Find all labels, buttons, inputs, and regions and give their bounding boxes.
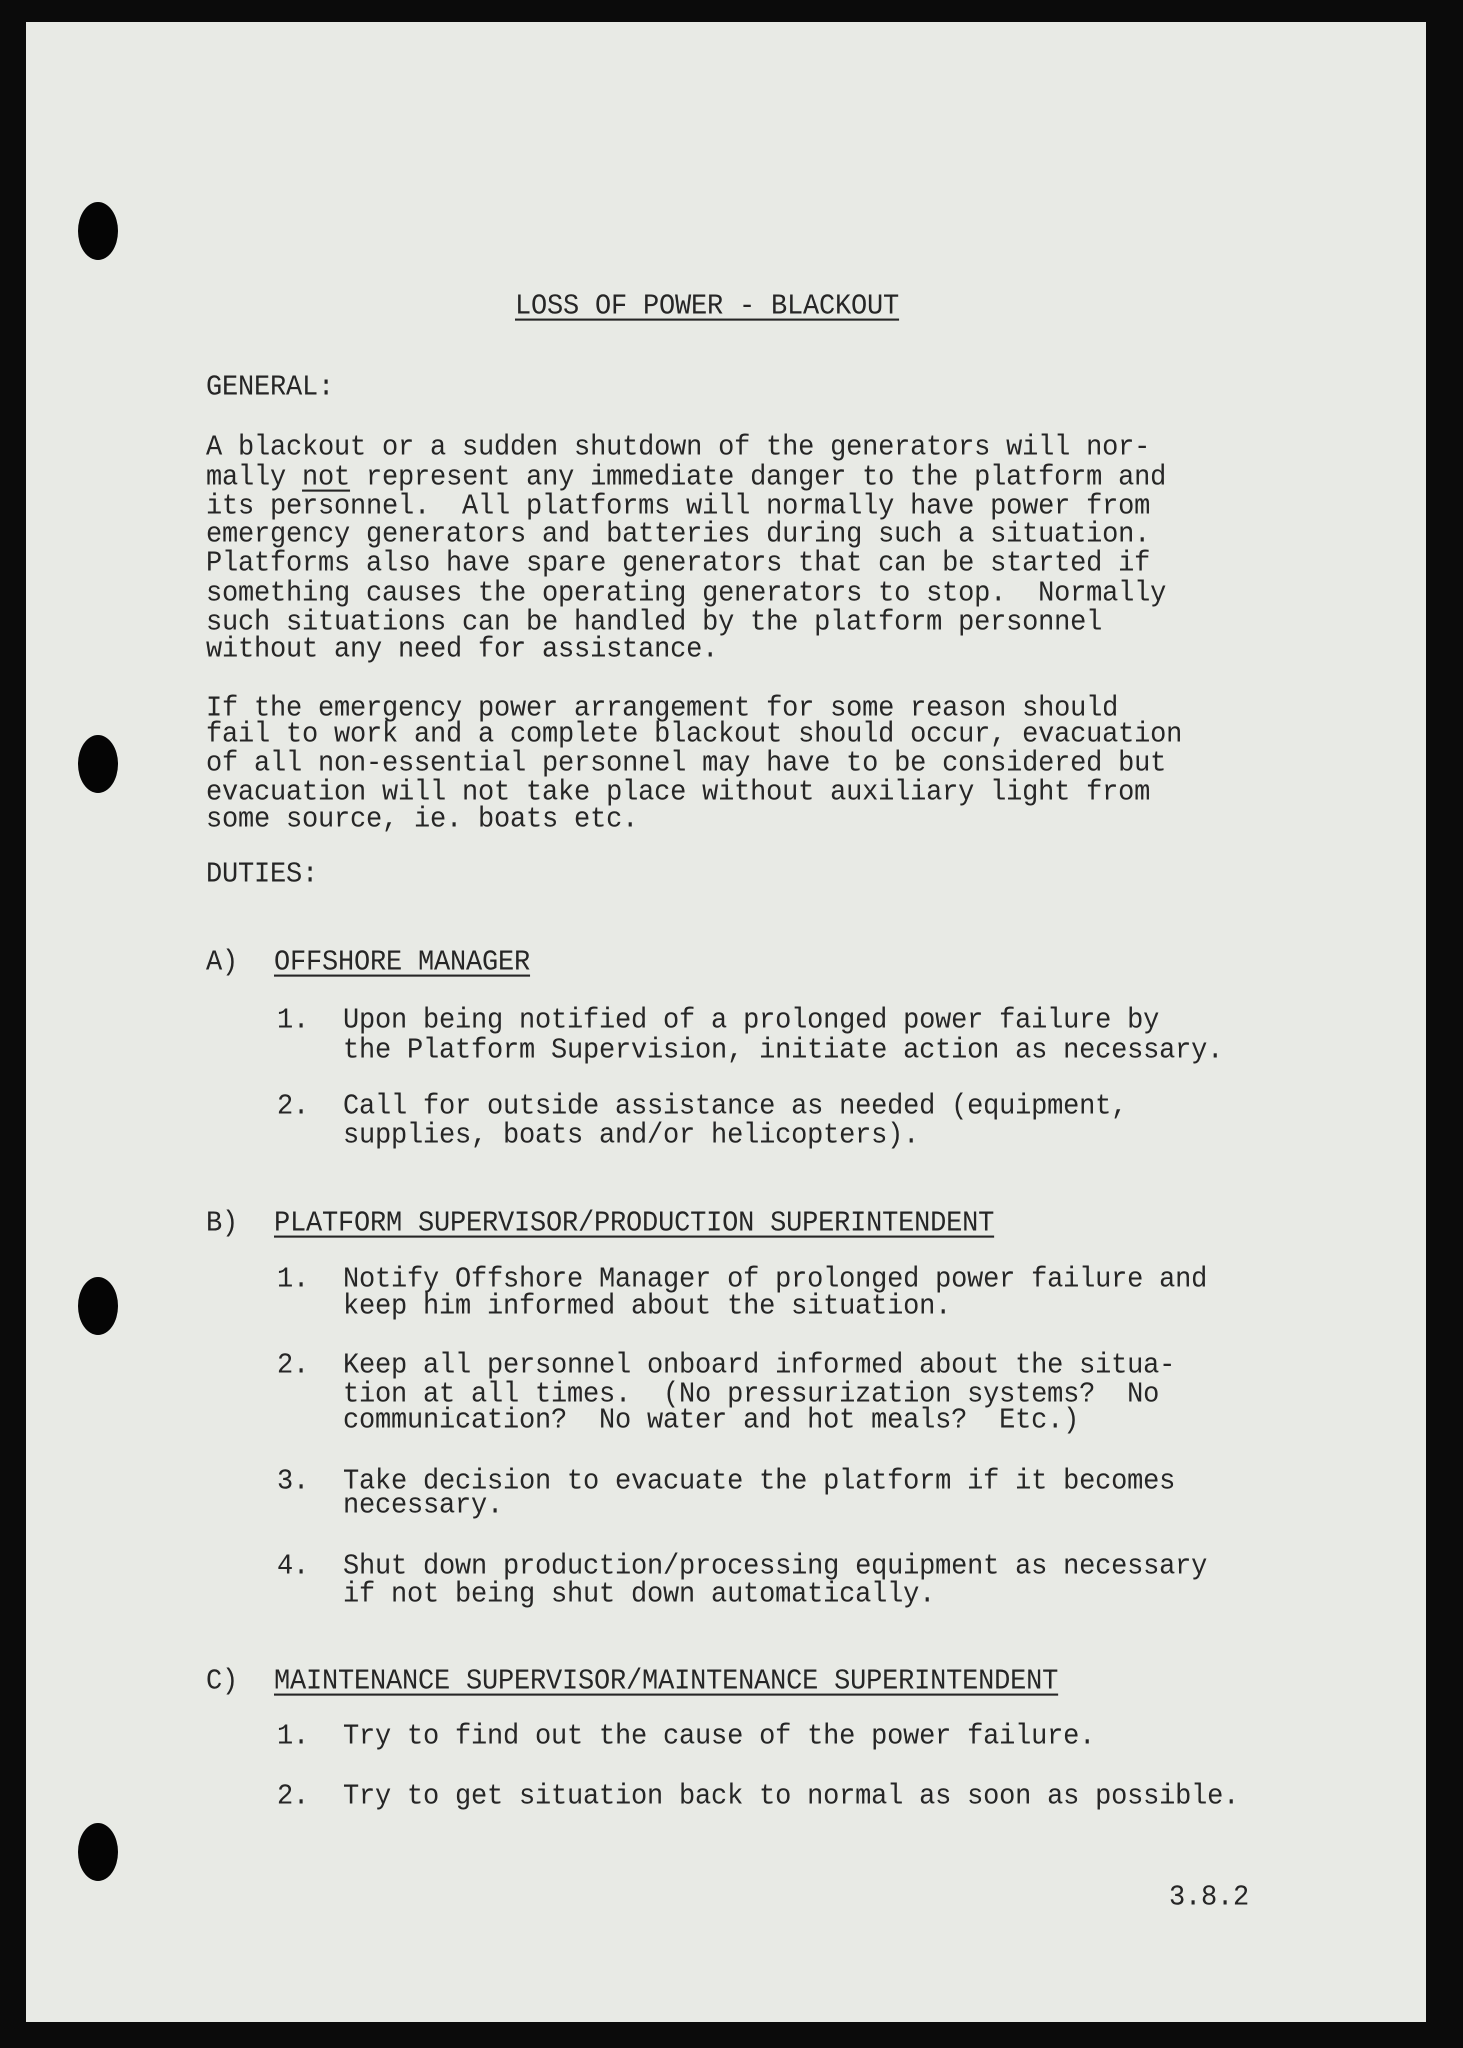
paragraph-line: evacuation will not take place without auxiliary light from [206,777,1151,809]
paragraph-line: without any need for assistance. [206,634,719,666]
paragraph-line: emergency generators and batteries during such a situation. [206,519,1151,551]
paragraph-line [206,462,1166,494]
duties-heading: DUTIES: [206,859,319,891]
item-line: necessary. [343,1490,504,1522]
section-letter: A) [206,947,239,979]
item-number: 4. [277,1551,310,1583]
item-number: 2. [277,1350,310,1382]
section-letter: C) [206,1666,239,1698]
item-number: 1. [277,1721,310,1753]
item-line: keep him informed about the situation. [343,1291,952,1323]
item-line: supplies, boats and/or helicopters). [343,1120,920,1152]
paragraph-line: its personnel. All platforms will normally have power from [206,491,1151,523]
item-line: Shut down production/processing equipment as necessary [343,1551,1208,1583]
item-line: tion at all times. (No pressurization systems? No [343,1379,1160,1411]
paragraph-line: some source, ie. boats etc. [206,804,639,836]
item-line: the Platform Supervision, initiate action as necessary. [343,1035,1224,1067]
paragraph-line: A blackout or a sudden shutdown of the generators will nor- [206,432,1151,464]
punch-hole [78,735,118,793]
text: represent any immediate danger to the platform and [350,462,1167,494]
item-number: 1. [277,1264,310,1296]
section-title: MAINTENANCE SUPERVISOR/MAINTENANCE SUPERINTENDENT [274,1666,1059,1698]
item-line: Keep all personnel onboard informed about the situa- [343,1350,1176,1382]
paragraph-line: fail to work and a complete blackout should occur, evacuation [206,719,1183,751]
paragraph-line: of all non-essential personnel may have to be considered but [206,748,1167,780]
section-title: PLATFORM SUPERVISOR/PRODUCTION SUPERINTENDENT [274,1208,995,1240]
item-number: 3. [277,1466,310,1498]
item-line: Upon being notified of a prolonged power failure by [343,1005,1160,1037]
item-line: Take decision to evacuate the platform if it becomes [343,1466,1176,1498]
punch-hole [78,202,118,260]
item-line: Try to find out the cause of the power failure. [343,1721,1096,1753]
item-number: 2. [277,1091,310,1123]
item-line: Call for outside assistance as needed (equipment, [343,1091,1128,1123]
page-number: 3.8.2 [1169,1882,1250,1914]
paragraph-line: such situations can be handled by the platform personnel [206,607,1103,639]
punch-hole [78,1823,118,1881]
item-line: Try to get situation back to normal as soon as possible. [343,1781,1240,1813]
emphasis-not: not [302,462,351,494]
punch-hole [78,1277,118,1335]
text: mally [206,462,303,494]
item-line: if not being shut down automatically. [343,1579,936,1611]
document-title: LOSS OF POWER - BLACKOUT [515,291,900,323]
paragraph-line: If the emergency power arrangement for some reason should [206,693,1119,725]
section-title: OFFSHORE MANAGER [274,947,531,979]
section-letter: B) [206,1208,239,1240]
item-line: Notify Offshore Manager of prolonged power failure and [343,1264,1208,1296]
item-number: 1. [277,1005,310,1037]
item-line: communication? No water and hot meals? Etc.) [343,1405,1080,1437]
item-number: 2. [277,1781,310,1813]
paragraph-line: Platforms also have spare generators that can be started if [206,548,1151,580]
paragraph-line: something causes the operating generators to stop. Normally [206,578,1167,610]
general-heading: GENERAL: [206,372,335,404]
